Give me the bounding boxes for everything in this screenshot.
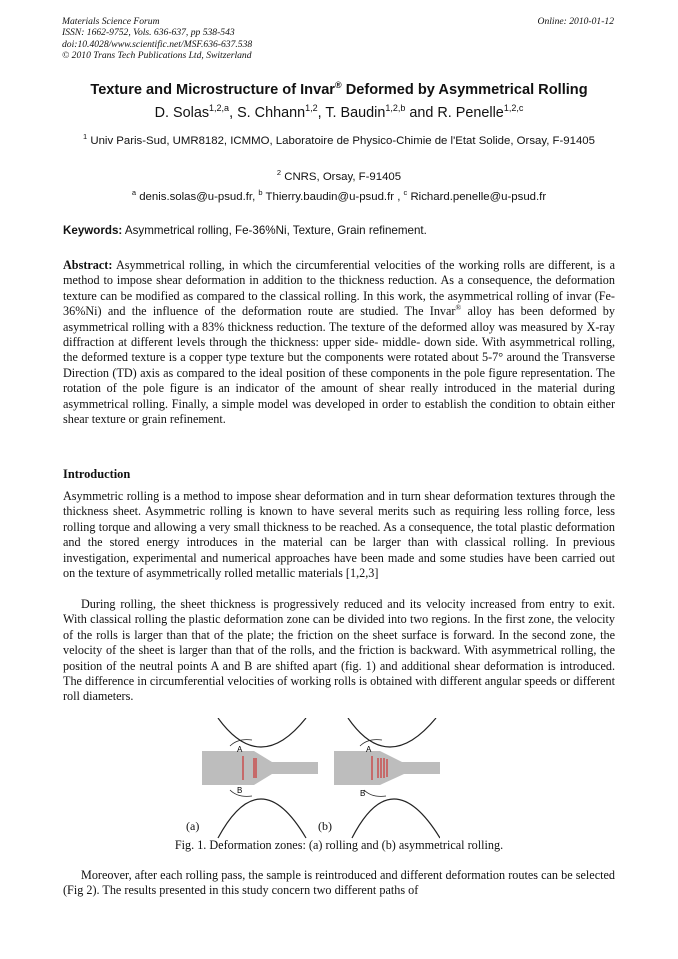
panel-a-label: (a) <box>186 819 200 833</box>
point-b-label: B <box>360 789 366 798</box>
citation[interactable]: [1,2,3] <box>345 566 379 581</box>
sheet-exit <box>272 762 318 774</box>
affiliation-mark: 1 <box>83 132 88 141</box>
author: T. Baudin <box>325 104 386 121</box>
author-list <box>40 103 638 121</box>
email-mark: a <box>131 188 137 197</box>
author: R. Penelle <box>437 104 504 121</box>
journal-issn: ISSN: 1662-9752, Vols. 636-637, pp 538-543 <box>62 27 235 39</box>
affiliation-text: CNRS, Orsay, F-91405 <box>281 170 402 183</box>
email-address[interactable]: denis.solas@u-psud.fr, <box>136 190 259 203</box>
keywords-text: Asymmetrical rolling, Fe-36%Ni, Texture, Grain refinement. <box>122 224 427 237</box>
author-affiliation-mark: 1,2,c <box>503 103 524 113</box>
title-text-end: Deformed by Asymmetrical Rolling <box>341 81 588 98</box>
affiliation-1 <box>60 130 618 148</box>
point-a-label: A <box>366 745 372 754</box>
author-separator: , <box>317 104 326 121</box>
title-text: Texture and Microstructure of Invar <box>90 81 335 98</box>
email-mark: b <box>258 188 263 197</box>
lower-roll <box>352 799 440 838</box>
online-date: Online: 2010-01-12 <box>537 16 614 27</box>
sheet-entry <box>334 751 380 785</box>
author: S. Chhann <box>237 104 306 121</box>
journal-name: Materials Science Forum <box>62 16 160 27</box>
sheet-exit <box>402 762 440 774</box>
upper-roll <box>348 718 436 747</box>
panel-b-label: (b) <box>318 819 332 833</box>
abstract-text: Asymmetrical rolling, in which the circumferential velocities of the working rolls are different, is a method to impose shear deformation in addition to the thickness reduction. As a consequence, the deformation texture can be modified as compared to the classical rolling. In this work, the asymmetrical rolling of invar (Fe-36%Ni) and the influence of the deformation route are studied. The Invar <box>63 258 615 319</box>
registered-mark: ® <box>335 80 342 90</box>
figure-1-caption: Fig. 1. Deformation zones: (a) rolling and (b) asymmetrical rolling. <box>174 838 504 852</box>
intro-text: Asymmetric rolling is a method to impose shear deformation and in turn shear deformation textures through the thickness sheet. Asymmetric rolling is known to have several merits such as requiring less rolling force, less rolling torque and allowing a very small thickness to be reached. As a consequence, the total plastic deformation and the stored energy introduces in the material can be larger than with classical rolling. In previous investigation, experimental and numerical approaches have been made and some studies have been carried out on the texture of asymmetrically rolled metallic materials <box>63 489 615 581</box>
section-heading-introduction: Introduction <box>63 467 131 481</box>
journal-header <box>62 16 252 62</box>
author-separator: , <box>229 104 238 121</box>
intro-paragraph-3: Moreover, after each rolling pass, the sample is reintroduced and different deformation routes can be selected (Fig 2). The results presented in this study concern two different paths of <box>63 868 615 898</box>
journal-doi: doi:10.4028/www.scientific.net/MSF.636-637.538 <box>62 38 253 50</box>
author-affiliation-mark: 1,2,a <box>209 103 230 113</box>
author-affiliation-mark: 1,2 <box>305 103 318 113</box>
author-affiliation-mark: 1,2,b <box>385 103 406 113</box>
email-address[interactable]: Richard.penelle@u-psud.fr <box>407 190 547 203</box>
author-separator: and <box>405 104 438 121</box>
keywords-label: Keywords: <box>63 224 123 237</box>
email-mark: c <box>403 188 408 197</box>
abstract-text-cont: alloy has been deformed by asymmetrical rolling with a 83% thickness reduction. The texture of the deformed alloy was measured by X-ray diffraction at different levels through the thickness: upper side- middle- down side. With asymmetrical rolling, the deformed texture is a copper type texture but the components were rotated about 5-7° around the Transverse Direction (TD) axis as compared to the ideal position of these components in the pole figure representation. The rotation of the pole figure is an indicator of the amount of shear really introduced in the material during asymmetrical rolling. Finally, a simple model was developed in order to establish the condition to obtain either shear texture or grain refinement. <box>63 304 615 427</box>
author-emails <box>60 186 618 204</box>
abstract-label: Abstract: <box>63 258 113 272</box>
author: D. Solas <box>154 104 210 121</box>
keywords <box>63 224 427 237</box>
figure-1 <box>180 718 440 840</box>
sheet-deformation-zone <box>254 751 272 785</box>
affiliation-mark: 2 <box>276 168 282 177</box>
abstract <box>63 258 615 427</box>
panel-b-diagram <box>334 718 440 838</box>
panel-a-diagram <box>202 718 318 838</box>
rotation-arrow-icon <box>364 790 386 796</box>
intro-paragraph-1 <box>63 489 615 581</box>
affiliation-text: Univ Paris-Sud, UMR8182, ICMMO, Laboratoire de Physico-Chimie de l'Etat Solide, Orsay, F-91405 <box>87 134 595 147</box>
figure-1-diagram <box>180 718 440 840</box>
registered-mark: ® <box>455 303 462 313</box>
intro-paragraph-2: During rolling, the sheet thickness is progressively reduced and its velocity increased from entry to exit. With classical rolling the plastic deformation zone can be divided into two regions. In the first zone, the velocity of the rolls is larger than that of the plate; the friction on the sheet surface is forward. In the second zone, the velocity of the sheet is larger than that of the rolls, and the friction is backward. With asymmetrical rolling, the position of the neutral points A and B are shifted apart (fig. 1) and additional shear deformation is introduced. The difference in circumferential velocities of working rolls is obtained with different angular speeds or different roll diameters. <box>63 597 615 704</box>
point-b-label: B <box>237 786 243 795</box>
journal-copyright: © 2010 Trans Tech Publications Ltd, Switzerland <box>62 50 252 62</box>
email-address[interactable]: Thierry.baudin@u-psud.fr , <box>262 190 404 203</box>
paper-title <box>40 80 638 98</box>
point-a-label: A <box>237 745 243 754</box>
upper-roll <box>218 718 306 747</box>
affiliation-2 <box>60 166 618 184</box>
sheet-entry <box>202 751 254 785</box>
lower-roll <box>218 799 306 838</box>
